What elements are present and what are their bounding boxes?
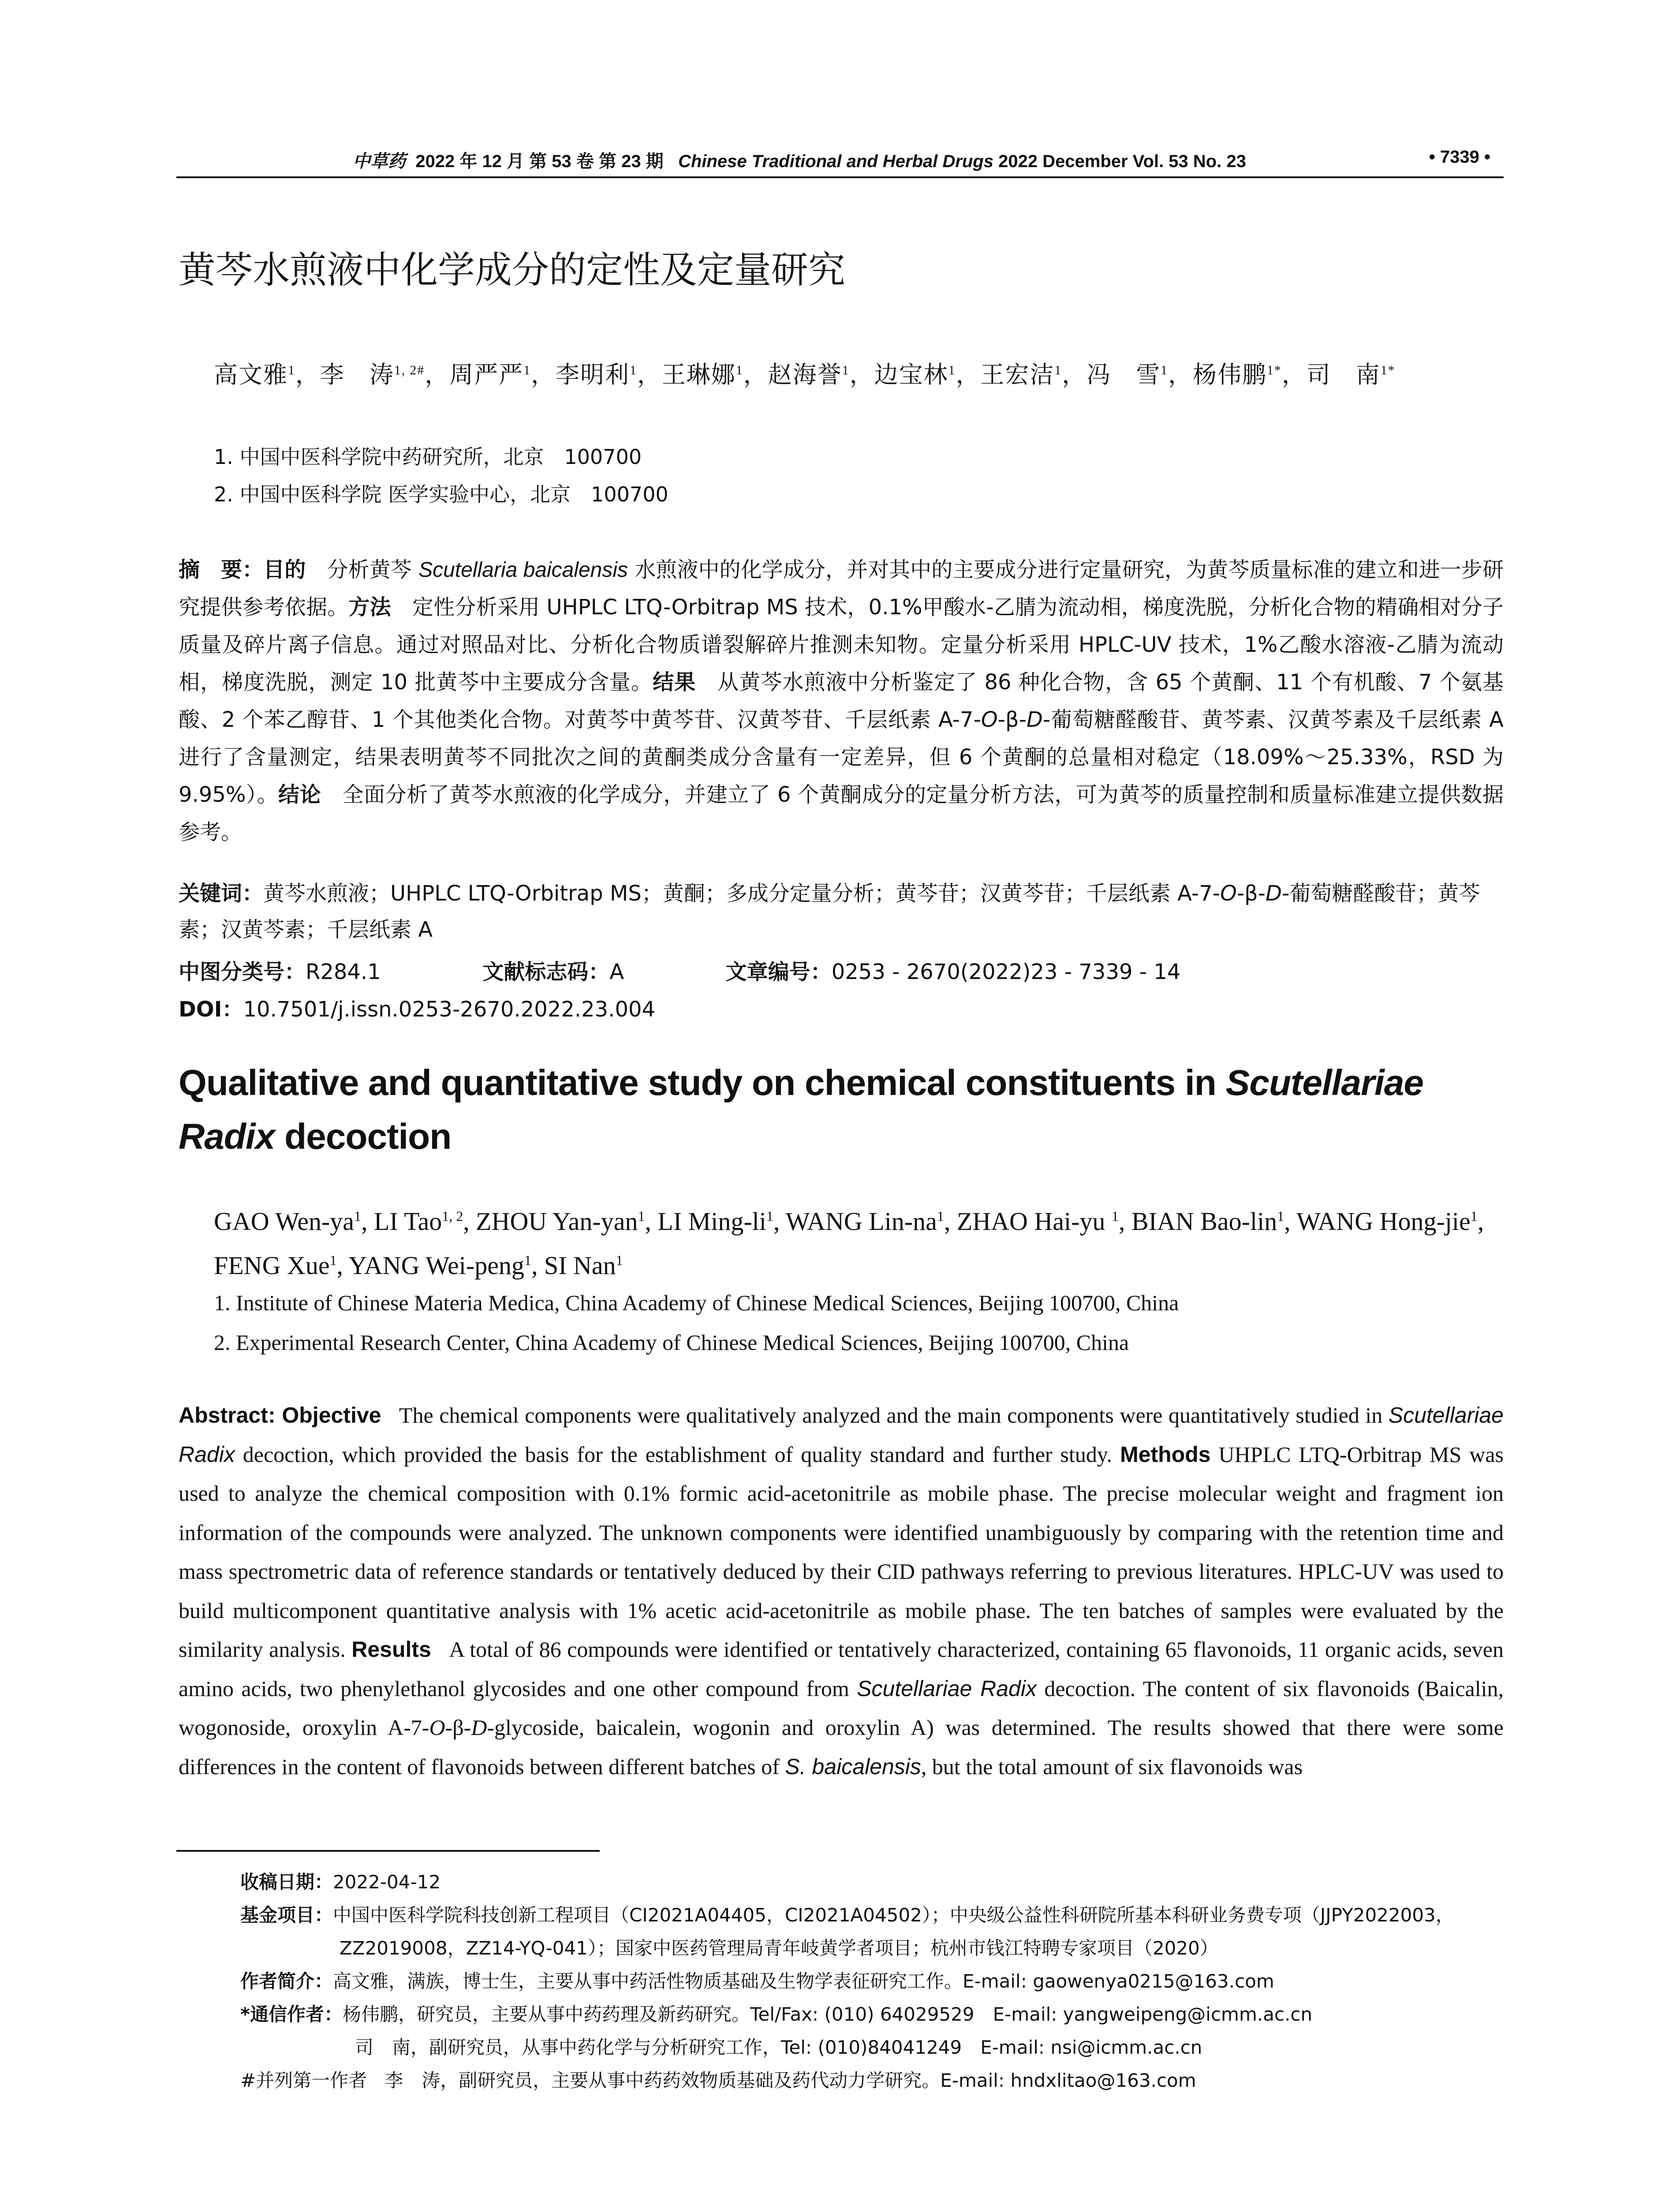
title-en: Qualitative and quantitative study on chemical constituents in Scutellariae Radix decoction	[179, 1063, 1424, 1157]
keywords-label: 关键词：	[179, 881, 264, 906]
corresponding-value-2: 司 南，副研究员，从事中药化学与分析研究工作，Tel: (010)84041249 E-mail: nsi@icmm.ac.cn	[355, 2037, 1202, 2058]
corresponding-label: *通信作者：	[240, 2003, 343, 2025]
article-no-label: 文章编号：	[725, 960, 832, 984]
cofirst-label: #并列第一作者	[240, 2070, 367, 2091]
keywords-text: 黄芩水煎液；UHPLC LTQ-Orbitrap MS；黄酮；多成分定量分析；黄芩苷；汉黄芩苷；千层纸素 A-7-O-β-D-葡萄糖醛酸苷；黄芩素；汉黄芩素；千层纸素 A	[179, 881, 1480, 942]
affiliation-cn-2: 2. 中国中医科学院 医学实验中心，北京 100700	[214, 482, 668, 506]
doi-line	[179, 992, 655, 1023]
fund-value-1: 中国中医科学院科技创新工程项目（CI2021A04405，CI2021A04502）；中央级公益性科研院所基本科研业务费专项（JJPY2022003，	[333, 1904, 1454, 1926]
header-left	[353, 147, 1246, 172]
fund-value-2: ZZ2019008，ZZ14-YQ-041）；国家中医药管理局青年岐黄学者项目；杭州市钱江特聘专家项目（2020）	[340, 1937, 1218, 1959]
authors-en: GAO Wen-$ya^1$, LI Tao$^{1, 2}$, ZHOU Yan-yan$^1$, LI Ming-$li^1$, WANG Lin-$na^1$, ZHAO Hai-yu $^1$, BIAN Bao-lin$^1$, WANG Hong-jie$^1$, FENG Xue$^1$, YANG Wei-peng$^1$, SI Nan$^1$	[214, 1207, 1484, 1280]
header-rule	[176, 176, 1504, 178]
journal-name-cn: 中草药	[353, 151, 406, 172]
cofirst-value: 李 涛，副研究员，主要从事中药药效物质基础及药代动力学研究。E-mail: hndxlitao@163.com	[385, 2070, 1196, 2091]
authors-cn: 高文雅$^1$，李 涛$^{1, 2\#}$，周严严$^1$，李明利$^1$，王琳娜$^1$，赵海誉$^1$，边宝林$^1$，王宏洁$^1$，冯 雪$^1$，杨伟鹏$^{1*}$，司 南$^{1*}$	[214, 362, 1396, 388]
doc-code-value: A	[609, 960, 624, 984]
author-value: 高文雅，满族，博士生，主要从事中药活性物质基础及生物学表征研究工作。E-mail: gaowenya0215@163.com	[333, 1970, 1274, 1992]
received-value: 2022-04-12	[333, 1871, 441, 1893]
abstract-cn: 摘 要：目的 分析黄芩 Scutellaria baicalensis 水煎液中的化学成分，并对其中的主要成分进行定量研究，为黄芩质量标准的建立和进一步研究提供参考依据。方法 定性分析采用 UHPLC LTQ-Orbitrap MS 技术，0.1%甲酸水-乙腈为流动相，梯度洗脱，分析化合物的精确相对分子质量及碎片离子信息。通过对照品对比、分析化合物质谱裂解碎片推测未知物。定量分析采用 HPLC-UV 技术，1%乙酸水溶液-乙腈为流动相，梯度洗脱，测定 10 批黄芩中主要成分含量。结果 从黄芩水煎液中分析鉴定了 86 种化合物，含 65 个黄酮、11 个有机酸、7 个氨基酸、2 个苯乙醇苷、1 个其他类化合物。对黄芩中黄芩苷、汉黄芩苷、千层纸素 A-7-O-β-D-葡萄糖醛酸苷、黄芩素、汉黄芩素及千层纸素 A 进行了含量测定，结果表明黄芩不同批次之间的黄酮类成分含量有一定差异，但 6 个黄酮的总量相对稳定（18.09%～25.33%，RSD 为 9.95%）。结论 全面分析了黄芩水煎液的化学成分，并建立了 6 个黄酮成分的定量分析方法，可为黄芩的质量控制和质量标准建立提供数据参考。	[179, 557, 1504, 845]
journal-name-en: Chinese Traditional and Herbal Drugs	[678, 152, 994, 171]
received-label: 收稿日期：	[240, 1871, 333, 1893]
author-label: 作者简介：	[240, 1970, 333, 1992]
page-number: • 7339 •	[1429, 147, 1490, 167]
footnote-cofirst	[240, 2066, 1196, 2093]
affiliation-cn-1: 1. 中国中医科学院中药研究所，北京 100700	[214, 445, 642, 469]
clc-value: R284.1	[306, 960, 381, 984]
issue-en: 2022 December Vol. 53 No. 23	[998, 152, 1246, 171]
issue-cn: 2022 年 12 月 第 53 卷 第 23 期	[415, 152, 664, 171]
clc-label: 中图分类号：	[179, 960, 306, 984]
doi-value: 10.7501/j.issn.0253-2670.2022.23.004	[243, 997, 656, 1022]
footnote-rule	[176, 1850, 600, 1852]
keywords-cn	[179, 875, 1504, 948]
article-no-value: 0253 - 2670(2022)23 - 7339 - 14	[831, 960, 1181, 984]
footnote-fund	[240, 1901, 1454, 1927]
footnote-received	[240, 1868, 441, 1894]
footnote-corresponding	[240, 2000, 1312, 2026]
running-header	[176, 146, 1504, 177]
corresponding-value-1: 杨伟鹏，研究员，主要从事中药药理及新药研究。Tel/Fax: (010) 64029529 E-mail: yangweipeng@icmm.ac.cn	[342, 2003, 1313, 2025]
abstract-en: Abstract: Objective The chemical components were qualitatively analyzed and the main components were quantitatively studied in Scutellariae Radix decoction, which provided the basis for the establishment of quality standard and further study. Methods UHPLC LTQ-Orbitrap MS was used to analyze the chemical composition with 0.1% formic acid-acetonitrile as mobile phase. The precise molecular weight and fragment ion information of the compounds were analyzed. The unknown components were identified unambiguously by comparing with the retention time and mass spectrometric data of reference standards or tentatively deduced by their CID pathways referring to previous literatures. HPLC-UV was used to build multicomponent quantitative analysis with 1% acetic acid-acetonitrile as mobile phase. The ten batches of samples were evaluated by the similarity analysis. Results A total of 86 compounds were identified or tentatively characterized, containing 65 flavonoids, 11 organic acids, seven amino acids, two phenylethanol glycosides and one other compound from Scutellariae Radix decoction. The content of six flavonoids (Baicalin, wogonoside, oroxylin A-7-O-β-D-glycoside, baicalein, wogonin and oroxylin A) was determined. The results showed that there were some differences in the content of flavonoids between different batches of S. baicalensis, but the total amount of six flavonoids was	[179, 1403, 1504, 1779]
classification-line	[179, 955, 1180, 985]
fund-label: 基金项目：	[240, 1904, 333, 1926]
affiliation-en-2: 2. Experimental Research Center, China Academy of Chinese Medical Sciences, Beijing 100700, China	[214, 1330, 1129, 1355]
footnote-author	[240, 1967, 1274, 1993]
title-cn: 黄芩水煎液中化学成分的定性及定量研究	[179, 248, 846, 292]
affiliation-en-1: 1. Institute of Chinese Materia Medica, China Academy of Chinese Medical Sciences, Beijing 100700, China	[214, 1290, 1179, 1315]
doc-code-label: 文献标志码：	[482, 960, 610, 984]
doi-label: DOI：	[179, 997, 243, 1022]
